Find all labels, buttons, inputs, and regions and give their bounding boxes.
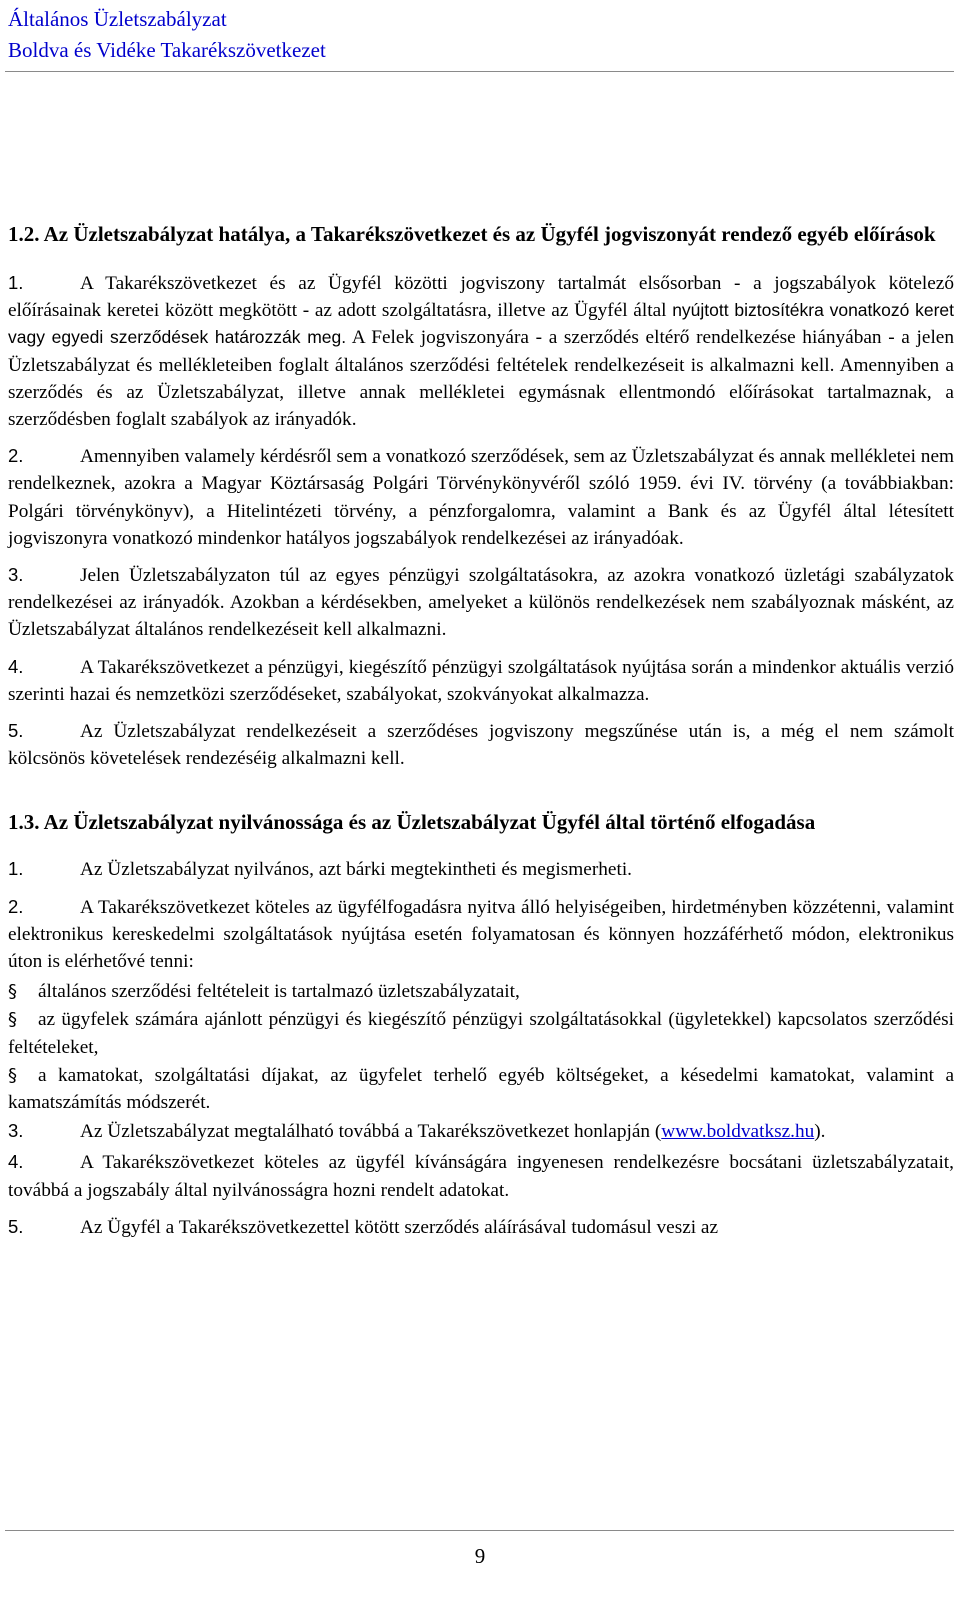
item-text: A Takarékszövetkezet köteles az ügyfél kívánságára ingyenesen rendelkezésre bocsátani üzletszabályzatait, továbbá a jogszabály által nyilvánosságra hozni rendelt adatokat. <box>8 1152 954 1201</box>
item-number: 4. <box>8 655 24 677</box>
item-text: ). <box>814 1121 826 1143</box>
section-heading-1-3: 1.3. Az Üzletszabályzat nyilvánossága és az Üzletszabályzat Ügyfél által történő elfogadása <box>8 810 816 835</box>
item-number: 3. <box>8 1120 24 1142</box>
item-text-sans: nyújtott biztosítékra vonatkozó keret vagy egyedi szerződések határozzák meg. <box>8 300 954 348</box>
list-item <box>8 978 954 1005</box>
website-link[interactable]: www.boldvatksz.hu <box>661 1121 815 1143</box>
item-number: 4. <box>8 1151 24 1173</box>
section-sign-bullet-icon: § <box>8 1064 17 1086</box>
document-title: Általános Üzletszabályzat <box>8 7 227 31</box>
sec12-item-4 <box>8 653 954 708</box>
sec12-item-2 <box>8 442 954 552</box>
sec13-item-5 <box>8 1213 954 1241</box>
section-sign-bullet-icon: § <box>8 1009 17 1031</box>
page-header <box>8 4 954 66</box>
section-heading-1-2: 1.2. Az Üzletszabályzat hatálya, a Takarékszövetkezet és az Ügyfél jogviszonyát rendező egyéb előírások <box>8 222 936 246</box>
sec13-item-1 <box>8 855 954 883</box>
item-text: Az Üzletszabályzat rendelkezéseit a szerződéses jogviszony megszűnése után is, a még el nem számolt kölcsönös követelések rendezéséig alkalmazni kell. <box>8 721 954 770</box>
item-number: 2. <box>8 445 24 467</box>
bullet-text: általános szerződési feltételeit is tartalmazó üzletszabályzatait, <box>38 981 520 1003</box>
sec12-item-5 <box>8 717 954 772</box>
list-item <box>8 1006 954 1060</box>
item-text: Az Üzletszabályzat megtalálható továbbá a Takarékszövetkezet honlapján ( <box>80 1121 662 1143</box>
item-text: Amennyiben valamely kérdésről sem a vonatkozó szerződések, sem az Üzletszabályzat és annak mellékletei nem rendelkeznek, azokra a Magyar Köztársaság Polgári Törvénykönyvéről szóló 1959. évi IV. törvény (a továbbiakban: Polgári törvénykönyv), a Hitelintézeti törvény, a pénzforgalomra, valamint a Bank és az Ügyfél által létesített jogviszonyra vonatkozó mindenkor hatályos jogszabályok rendelkezései az irányadóak. <box>8 446 954 549</box>
item-text: A Takarékszövetkezet és az Ügyfél közötti jogviszony tartalmát elsősorban - a jogszabályok kötelező előírásainak keretei között megkötött - az adott szolgáltatásra, illetve az Ügyfél által <box>8 273 954 322</box>
sec12-item-3 <box>8 561 954 644</box>
item-number: 5. <box>8 1215 24 1237</box>
item-number: 5. <box>8 720 24 742</box>
item-number: 3. <box>8 564 24 586</box>
header-divider <box>5 71 954 72</box>
document-body <box>8 216 954 1250</box>
item-text: Jelen Üzletszabályzaton túl az egyes pénzügyi szolgáltatásokra, az azokra vonatkozó üzletági szabályzatok rendelkezései az irányadók. Azokban a kérdésekben, amelyeket a különös rendelkezések nem szabályoznak másként, az Üzletszabályzat általános rendelkezéseit kell alkalmazni. <box>8 565 954 641</box>
organization-name: Boldva és Vidéke Takarékszövetkezet <box>8 38 326 62</box>
sec13-item-2 <box>8 893 954 976</box>
item-text: A Takarékszövetkezet köteles az ügyfélfogadásra nyitva álló helyiségeiben, hirdetményben közzétenni, valamint elektronikus kereskedelmi szolgáltatások nyújtása esetén folyamatosan és könnyen hozzáférhető módon, elektronikus úton is elérhetővé tenni: <box>8 896 954 973</box>
item-number: 2. <box>8 895 24 917</box>
item-number: 1. <box>8 272 24 293</box>
item-text: A Takarékszövetkezet a pénzügyi, kiegészítő pénzügyi szolgáltatások nyújtása során a mindenkor aktuális verzió szerinti hazai és nemzetközi szerződéseket, szabályokat, szokványokat alkalmazza. <box>8 656 954 705</box>
footer-divider <box>5 1530 954 1531</box>
item-text: Az Üzletszabályzat nyilvános, azt bárki megtekintheti és megismerheti. <box>80 859 633 881</box>
item-text: A Felek jogviszonyára - a szerződés eltérő rendelkezése hiányában - a jelen Üzletszabályzat és mellékleteiben foglalt általános szerződési feltételek rendelkezéseit is alkalmazni kell. Amennyiben a szerződés és az Üzletszabályzat, illetve annak mellékletei egymásnak ellentmondó előírásokat tartalmaznak, a szerződésben foglalt szabályok az irányadók. <box>8 327 955 431</box>
sec12-item-1 <box>8 269 954 433</box>
section-sign-bullet-icon: § <box>8 981 17 1003</box>
item-number: 1. <box>8 858 24 880</box>
list-item <box>8 1062 954 1116</box>
sec13-item-4 <box>8 1148 954 1203</box>
bullet-text: az ügyfelek számára ajánlott pénzügyi és kiegészítő pénzügyi szolgáltatásokkal (ügyletekkel) kapcsolatos szerződési feltételeket, <box>8 1009 954 1058</box>
bullet-list <box>8 978 954 1116</box>
page-number: 9 <box>474 1544 486 1568</box>
item-text: Az Ügyfél a Takarékszövetkezettel kötött szerződés aláírásával tudomásul veszi az <box>80 1216 719 1238</box>
sec13-item-3 <box>8 1117 954 1145</box>
bullet-text: a kamatokat, szolgáltatási díjakat, az ügyfelet terhelő egyéb költségeket, a késedelmi kamatokat, valamint a kamatszámítás módszerét. <box>8 1064 954 1114</box>
